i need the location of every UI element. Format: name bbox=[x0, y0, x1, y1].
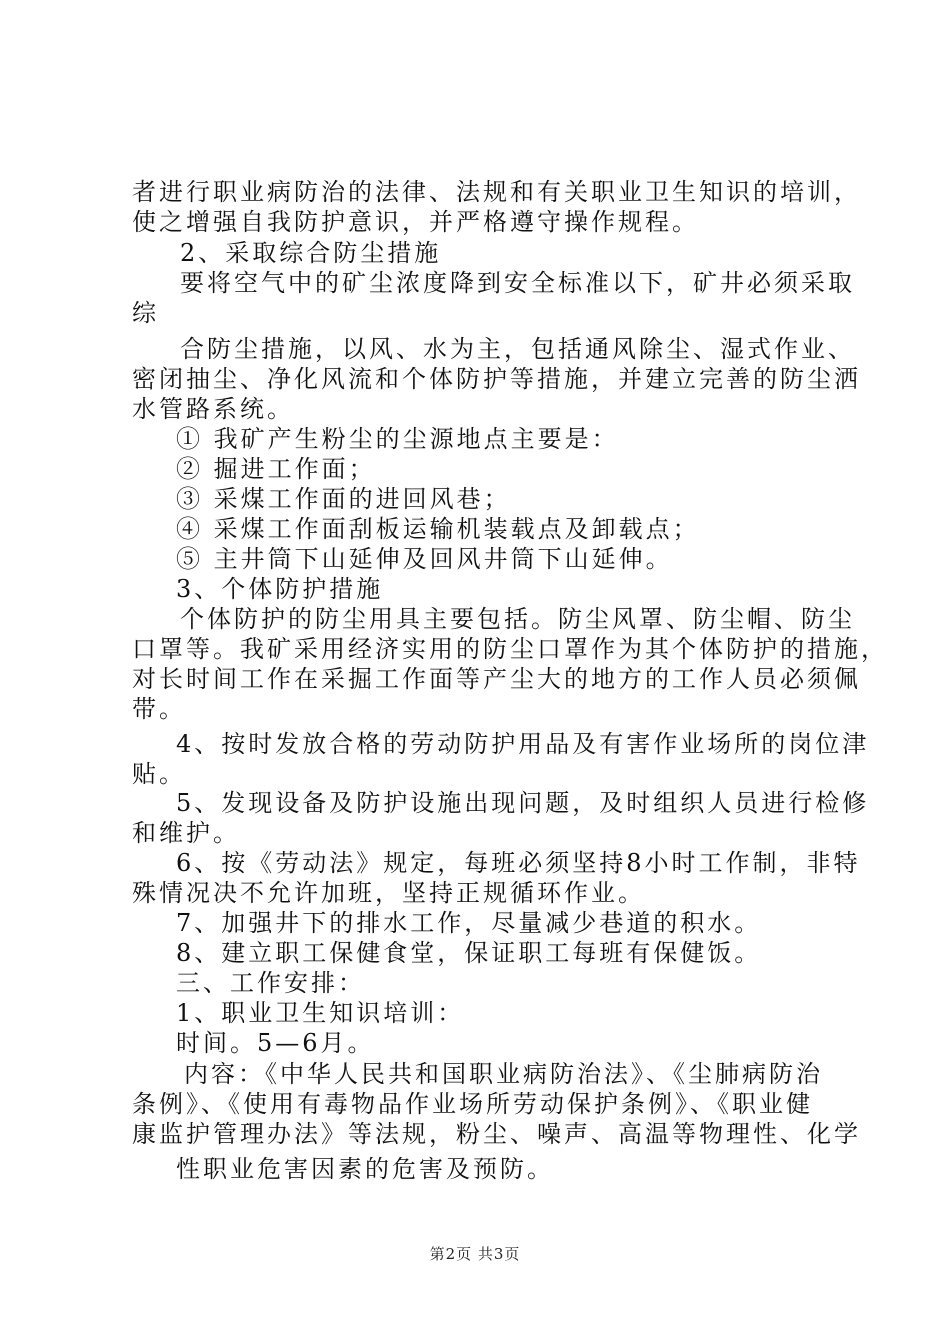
text-line: 康监护管理办法》等法规，粉尘、噪声、高温等物理性、化学 bbox=[132, 1120, 861, 1148]
text-line: 使之增强自我防护意识，并严格遵守操作规程。 bbox=[132, 208, 699, 236]
text-line: 密闭抽尘、净化风流和个体防护等措施，并建立完善的防尘洒 bbox=[132, 365, 861, 393]
text-line: 条例》、《使用有毒物品作业场所劳动保护条例》、《职业健 bbox=[132, 1090, 813, 1118]
text-line: 时间。5—6月。 bbox=[176, 1029, 375, 1057]
text-line: 内容：《中华人民共和国职业病防治法》、《尘肺病防治 bbox=[184, 1060, 823, 1088]
list-item: ⑤ 主井筒下山延伸及回风井筒下山延伸。 bbox=[176, 545, 673, 573]
section-heading: 3、个体防护措施 bbox=[176, 575, 384, 603]
list-item: ② 掘进工作面； bbox=[176, 455, 376, 483]
list-item: ③ 采煤工作面的进回风巷； bbox=[176, 485, 511, 513]
text-line: 7、加强井下的排水工作，尽量减少巷道的积水。 bbox=[176, 909, 762, 937]
text-line: 殊情况决不允许加班，坚持正规循环作业。 bbox=[132, 879, 645, 907]
text-line: 贴。 bbox=[132, 760, 186, 788]
text-line: 5、发现设备及防护设施出现问题，及时组织人员进行检修 bbox=[176, 789, 870, 817]
text-line: 口罩等。我矿采用经济实用的防尘口罩作为其个体防护的措施， bbox=[132, 635, 888, 663]
text-line: 带。 bbox=[132, 695, 186, 723]
text-line: 对长时间工作在采掘工作面等产尘大的地方的工作人员必须佩 bbox=[132, 665, 861, 693]
text-line: 8、建立职工保健食堂，保证职工每班有保健饭。 bbox=[176, 939, 762, 967]
section-heading: 2、采取综合防尘措施 bbox=[180, 239, 442, 267]
text-line: 6、按《劳动法》规定，每班必须坚持8小时工作制，非特 bbox=[176, 849, 861, 877]
text-line: 个体防护的防尘用具主要包括。防尘风罩、防尘帽、防尘 bbox=[180, 605, 855, 633]
section-heading: 1、职业卫生知识培训： bbox=[176, 999, 465, 1027]
text-line: 综 bbox=[132, 299, 159, 327]
text-line: 合防尘措施，以风、水为主，包括通风除尘、湿式作业、 bbox=[180, 335, 855, 363]
page-number: 第2页 共3页 bbox=[429, 1245, 521, 1263]
text-line: 者进行职业病防治的法律、法规和有关职业卫生知识的培训， bbox=[132, 178, 861, 206]
section-heading: 三、工作安排： bbox=[176, 969, 365, 997]
text-line: 要将空气中的矿尘浓度降到安全标准以下，矿井必须采取 bbox=[180, 269, 855, 297]
text-line: 性职业危害因素的危害及预防。 bbox=[176, 1155, 554, 1183]
text-line: 和维护。 bbox=[132, 819, 240, 847]
text-line: 4、按时发放合格的劳动防护用品及有害作业场所的岗位津 bbox=[176, 730, 870, 758]
list-item: ④ 采煤工作面刮板运输机装载点及卸载点； bbox=[176, 515, 700, 543]
text-line: 水管路系统。 bbox=[132, 395, 294, 423]
list-item: ① 我矿产生粉尘的尘源地点主要是： bbox=[176, 425, 619, 453]
